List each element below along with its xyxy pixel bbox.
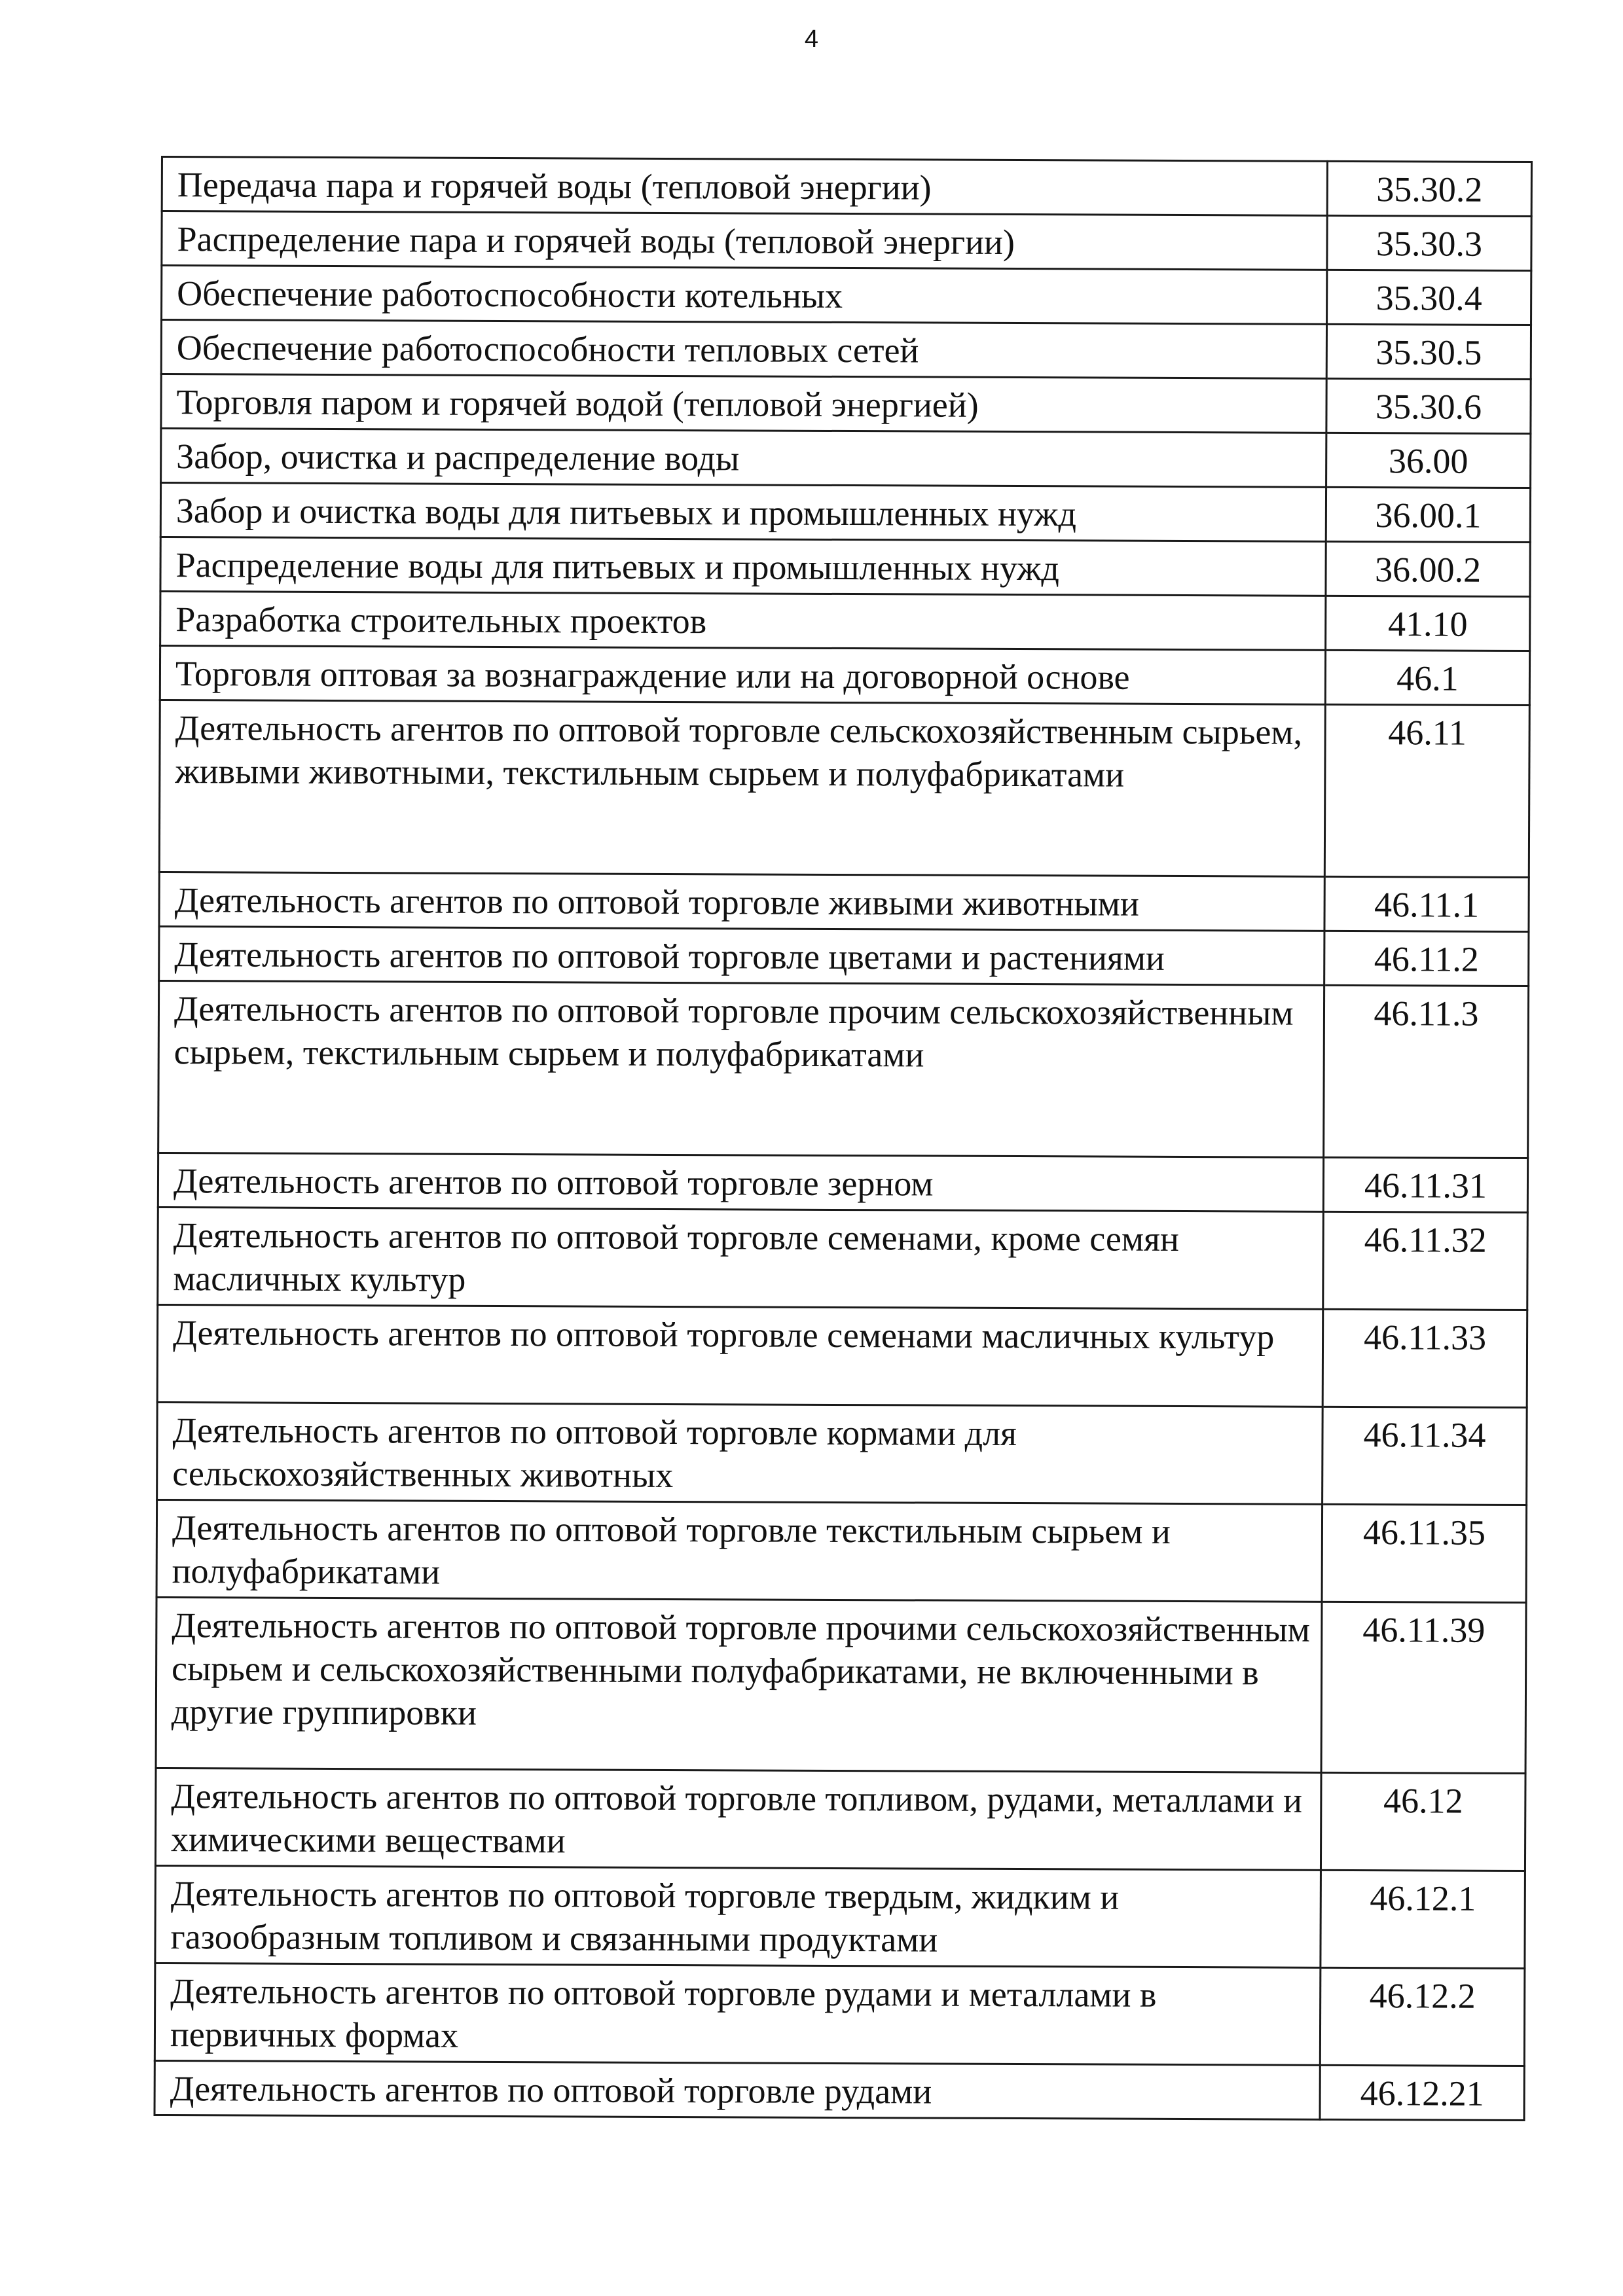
- activity-description: Торговля паром и горячей водой (тепловой энергией): [161, 374, 1326, 433]
- okved-code: 36.00.1: [1326, 487, 1530, 542]
- activity-description: Распределение воды для питьевых и промышленных нужд: [160, 537, 1326, 596]
- okved-code: 46.11.35: [1322, 1504, 1527, 1602]
- okved-code: 35.30.6: [1326, 378, 1531, 433]
- activity-description: Забор и очистка воды для питьевых и промышленных нужд: [160, 483, 1326, 542]
- okved-code: 46.11.39: [1321, 1602, 1526, 1773]
- table-row: [160, 537, 1530, 597]
- okved-code: 36.00: [1326, 433, 1531, 488]
- activity-description: Деятельность агентов по оптовой торговле семенами, кроме семян масличных культур: [158, 1207, 1324, 1309]
- okved-code: 46.12.2: [1320, 1967, 1525, 2066]
- table-row: [162, 157, 1531, 217]
- table-row: [159, 872, 1529, 931]
- table-row: [159, 926, 1529, 986]
- table-row: [160, 592, 1530, 651]
- okved-code: 41.10: [1326, 596, 1530, 651]
- activity-description: Деятельность агентов по оптовой торговле зерном: [158, 1153, 1323, 1211]
- activity-description: Обеспечение работоспособности тепловых сетей: [161, 320, 1326, 379]
- activity-description: Деятельность агентов по оптовой торговле семенами масличных культур: [157, 1304, 1323, 1407]
- activity-description: Забор, очистка и распределение воды: [161, 429, 1326, 488]
- table-row: [161, 320, 1531, 380]
- okved-code: 46.11.2: [1324, 931, 1529, 986]
- activity-description: Деятельность агентов по оптовой торговле сельскохозяйственным сырьем, живыми животными, текстильным сырьем и полуфабрикатами: [159, 700, 1325, 876]
- activity-description: Деятельность агентов по оптовой торговле рудами: [155, 2060, 1320, 2119]
- table-row: [155, 1768, 1525, 1871]
- okved-code: 46.11.33: [1322, 1309, 1527, 1407]
- table-row: [158, 1207, 1528, 1310]
- table-row: [161, 429, 1531, 488]
- table-row: [158, 980, 1529, 1158]
- table-row: [159, 700, 1529, 877]
- activity-description: Обеспечение работоспособности котельных: [162, 266, 1327, 325]
- okved-code: 35.30.4: [1327, 270, 1531, 325]
- table-row: [155, 1865, 1525, 1968]
- okved-code: 46.11.32: [1323, 1211, 1528, 1310]
- table-row: [157, 1304, 1527, 1407]
- okved-code: 35.30.5: [1326, 324, 1531, 379]
- activity-description: Деятельность агентов по оптовой торговле прочими сельскохозяйственным сырьем и сельскохозяйственными полуфабрикатами, не включенными в другие группировки: [156, 1597, 1322, 1772]
- table-row: [156, 1597, 1526, 1773]
- table-row: [155, 2060, 1524, 2120]
- okved-code: 46.11.34: [1322, 1407, 1527, 1505]
- okved-code: 46.12.21: [1320, 2065, 1524, 2120]
- table-row: [160, 483, 1530, 543]
- okved-code: 35.30.3: [1327, 215, 1531, 270]
- okved-code: 46.11: [1324, 704, 1529, 877]
- okved-code: 36.00.2: [1326, 541, 1530, 596]
- activity-description: Деятельность агентов по оптовой торговле топливом, рудами, металлами и химическими веществами: [155, 1768, 1321, 1870]
- okved-code: 46.12: [1321, 1772, 1525, 1871]
- table-row: [155, 1963, 1525, 2066]
- activity-description: Деятельность агентов по оптовой торговле текстильным сырьем и полуфабрикатами: [156, 1499, 1322, 1602]
- okved-code: 46.12.1: [1321, 1870, 1525, 1968]
- activity-description: Деятельность агентов по оптовой торговле цветами и растениями: [159, 926, 1324, 985]
- table-row: [158, 1153, 1527, 1212]
- okved-table: [154, 156, 1533, 2121]
- okved-code: 46.11.3: [1324, 985, 1529, 1158]
- okved-code: 46.1: [1325, 650, 1529, 705]
- okved-code: 46.11.1: [1324, 876, 1529, 931]
- activity-description: Торговля оптовая за вознаграждение или на договорной основе: [160, 646, 1325, 705]
- activity-description: Деятельность агентов по оптовой торговле живыми животными: [159, 872, 1324, 931]
- activity-description: Разработка строительных проектов: [160, 592, 1326, 651]
- table-row: [157, 1402, 1527, 1505]
- activity-description: Деятельность агентов по оптовой торговле прочим сельскохозяйственным сырьем, текстильным сырьем и полуфабрикатами: [158, 980, 1324, 1157]
- activity-description: Передача пара и горячей воды (тепловой энергии): [162, 157, 1327, 216]
- activity-description: Распределение пара и горячей воды (тепловой энергии): [162, 211, 1327, 270]
- activity-description: Деятельность агентов по оптовой торговле твердым, жидким и газообразным топливом и связанными продуктами: [155, 1865, 1321, 1967]
- activity-description: Деятельность агентов по оптовой торговле рудами и металлами в первичных формах: [155, 1963, 1321, 2065]
- table-row: [161, 374, 1531, 434]
- table-row: [160, 646, 1529, 706]
- okved-code: 46.11.31: [1323, 1157, 1527, 1212]
- table-row: [162, 211, 1531, 271]
- activity-description: Деятельность агентов по оптовой торговле кормами для сельскохозяйственных животных: [157, 1402, 1323, 1504]
- page-number: 4: [804, 26, 819, 53]
- table-row: [162, 266, 1531, 325]
- okved-code: 35.30.2: [1327, 161, 1531, 216]
- table-row: [156, 1499, 1527, 1602]
